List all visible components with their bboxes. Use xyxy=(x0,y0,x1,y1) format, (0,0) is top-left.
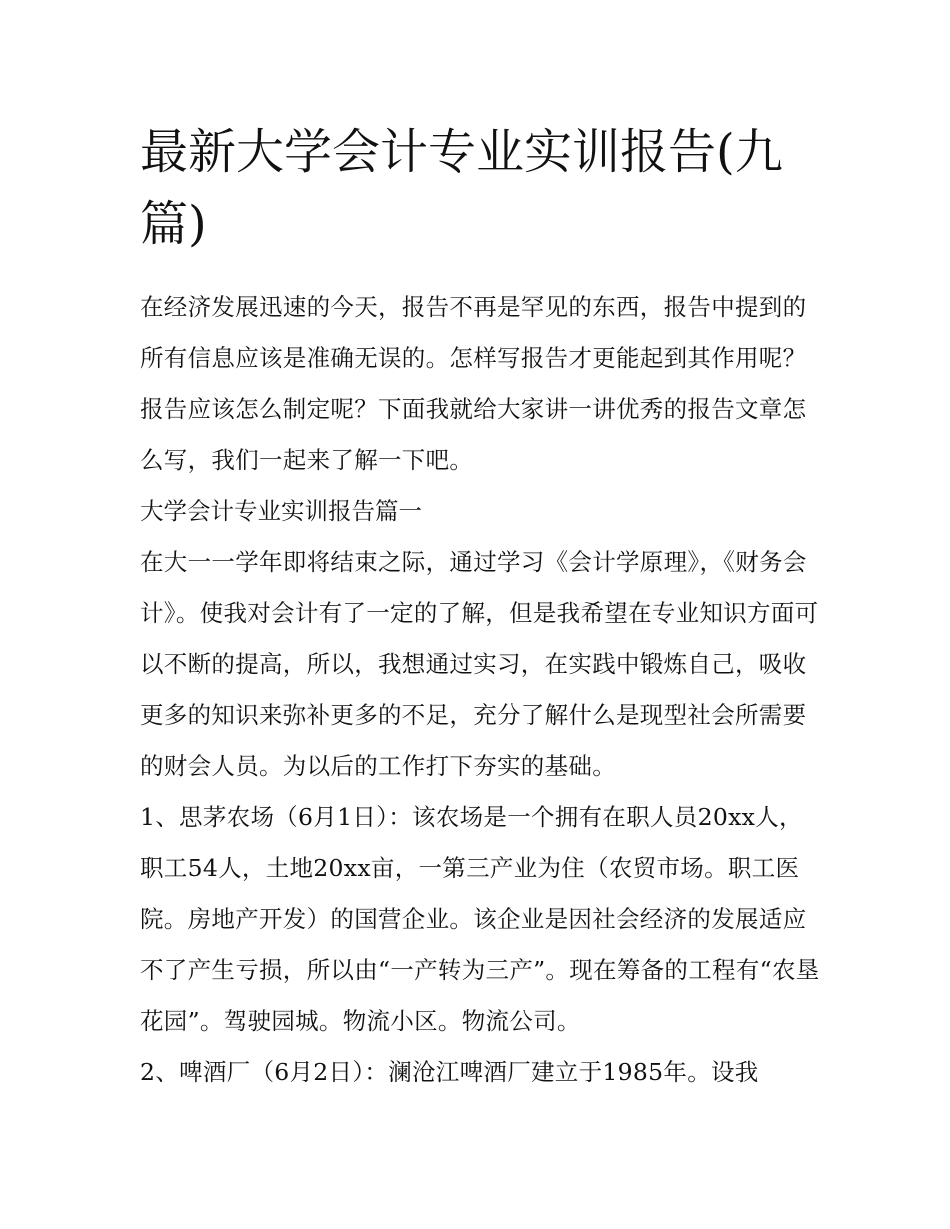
document-title: 最新大学会计专业实训报告(九篇) xyxy=(140,124,783,252)
document-body xyxy=(140,282,820,1098)
section-heading-1: 大学会计专业实训报告篇一 xyxy=(140,497,422,525)
body-paragraph-3: 2、啤酒厂（6月2日）：澜沧江啤酒厂建立于1985年。设我 xyxy=(140,1058,759,1086)
intro-paragraph: 在经济发展迅速的今天，报告不再是罕见的东西，报告中提到的所有信息应该是准确无误的。怎样写报告才更能起到其作用呢？报告应该怎么制定呢？下面我就给大家讲一讲优秀的报告文章怎么写，我们一起来了解一下吧。 xyxy=(140,293,807,474)
body-paragraph-2: 1、思茅农场（6月1日）：该农场是一个拥有在职人员20xx人，职工54人，土地20xx亩，一第三产业为住（农贸市场。职工医院。房地产开发）的国营企业。该企业是因社会经济的发展适应不了产生亏损，所以由“一产转为三产”。现在筹备的工程有“农垦花园”。驾驶园城。物流小区。物流公司。 xyxy=(140,803,820,1035)
body-paragraph-1: 在大一一学年即将结束之际，通过学习《会计学原理》，《财务会计》。使我对会计有了一定的了解，但是我希望在专业知识方面可以不断的提高，所以，我想通过实习，在实践中锻炼自己，吸收更多的知识来弥补更多的不足，充分了解什么是现型社会所需要的财会人员。为以后的工作打下夯实的基础。 xyxy=(140,548,819,780)
